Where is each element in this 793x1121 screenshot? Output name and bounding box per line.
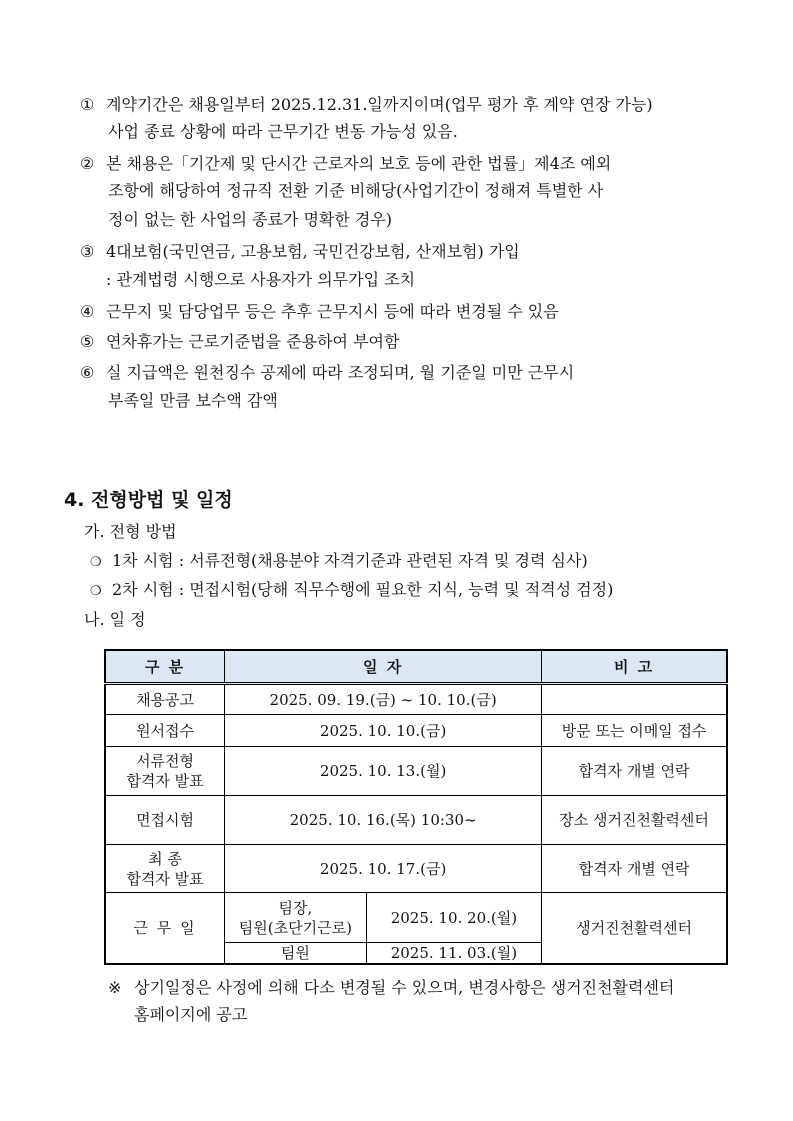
row-label xyxy=(105,747,225,796)
sub-heading-schedule: 나. 일 정 xyxy=(84,610,146,629)
condition-marker: ⑥ xyxy=(80,363,95,382)
row-label-line: 서류전형 xyxy=(136,752,195,770)
table-row xyxy=(105,845,727,893)
section-title: 4. 전형방법 및 일정 xyxy=(64,489,233,511)
work-sub1 xyxy=(225,893,367,943)
row-date: 2025. 10. 13.(월) xyxy=(225,747,542,796)
row-note: 합격자 개별 연락 xyxy=(542,845,727,893)
table-header-row xyxy=(105,650,727,684)
condition-marker: ① xyxy=(80,95,95,114)
work-date1: 2025. 10. 20.(월) xyxy=(366,893,541,943)
row-label-line: 합격자 발표 xyxy=(126,869,204,888)
row-date: 2025. 10. 17.(금) xyxy=(225,845,542,893)
condition-text: 연차휴가는 근로기준법을 준용하여 부여함 xyxy=(106,332,400,351)
condition-text: 실 지급액은 원천징수 공제에 따라 조정되며, 월 기준일 미만 근무시 xyxy=(106,363,575,382)
bullet-text: 2차 시험 : 면접시험(당해 직무수행에 필요한 지식, 능력 및 적격성 검정) xyxy=(112,580,614,599)
row-label: 원서접수 xyxy=(105,715,225,747)
condition-cont: 사업 종료 상황에 따라 근무기간 변동 가능성 있음. xyxy=(108,122,458,141)
condition-5 xyxy=(80,328,740,355)
bullet-text: 1차 시험 : 서류전형(채용분야 자격기준과 관련된 자격 및 경력 심사) xyxy=(112,551,588,570)
condition-cont: : 관계법령 시행으로 사용자가 의무가입 조치 xyxy=(106,270,416,289)
condition-marker: ③ xyxy=(80,242,95,261)
table-row-work xyxy=(105,893,727,943)
work-sub-line: 팀원(초단기근로) xyxy=(238,918,352,937)
condition-6 xyxy=(80,359,740,386)
table-row xyxy=(105,747,727,796)
condition-4 xyxy=(80,298,740,325)
row-note: 장소 생거진천활력센터 xyxy=(542,796,727,845)
condition-1 xyxy=(80,91,740,118)
work-note: 생거진천활력센터 xyxy=(542,893,727,965)
condition-marker: ④ xyxy=(80,302,95,321)
condition-text: 본 채용은「기간제 및 단시간 근로자의 보호 등에 관한 법률」제4조 예외 xyxy=(106,154,612,173)
table-row xyxy=(105,796,727,845)
work-date2: 2025. 11. 03.(월) xyxy=(366,943,541,965)
row-label: 면접시험 xyxy=(105,796,225,845)
work-label: 근 무 일 xyxy=(105,893,225,965)
note-line1: 상기일정은 사정에 의해 다소 변경될 수 있으며, 변경사항은 생거진천활력센터 xyxy=(134,978,675,997)
row-date: 2025. 10. 10.(금) xyxy=(225,715,542,747)
condition-marker: ② xyxy=(80,154,95,173)
note-line2: 홈페이지에 공고 xyxy=(134,1005,248,1024)
row-note xyxy=(542,684,727,715)
row-date: 2025. 09. 19.(금) ~ 10. 10.(금) xyxy=(225,684,542,715)
row-label-line: 합격자 발표 xyxy=(126,772,204,790)
work-sub-line: 팀장, xyxy=(278,898,313,917)
note-symbol: ※ xyxy=(108,978,122,997)
condition-marker: ⑤ xyxy=(80,332,95,351)
table-row xyxy=(105,715,727,747)
condition-text: 4대보험(국민연금, 고용보험, 국민건강보험, 산재보험) 가입 xyxy=(106,242,520,261)
work-sub2: 팀원 xyxy=(225,943,367,965)
footnote xyxy=(108,974,674,1028)
condition-cont: 정이 없는 한 사업의 종료가 명확한 경우) xyxy=(108,210,393,229)
schedule-table xyxy=(104,649,728,965)
header-date: 일 자 xyxy=(225,650,542,684)
header-remark: 비 고 xyxy=(542,650,727,684)
condition-cont: 조항에 해당하여 정규직 전환 기준 비해당(사업기간이 정해져 특별한 사 xyxy=(108,181,604,200)
row-note: 합격자 개별 연락 xyxy=(542,747,727,796)
condition-text: 근무지 및 담당업무 등은 추후 근무지시 등에 따라 변경될 수 있음 xyxy=(106,302,559,321)
condition-cont: 부족일 만큼 보수액 감액 xyxy=(108,391,278,410)
header-category: 구 분 xyxy=(105,650,225,684)
row-label xyxy=(105,845,225,893)
condition-2 xyxy=(80,150,740,177)
sub-heading-method: 가. 전형 방법 xyxy=(84,522,177,541)
row-label: 채용공고 xyxy=(105,684,225,715)
row-label-line: 최 종 xyxy=(148,849,182,868)
bullet-item xyxy=(90,548,588,576)
circle-bullet-icon: ❍ xyxy=(90,555,102,570)
row-note: 방문 또는 이메일 접수 xyxy=(542,715,727,747)
table-row xyxy=(105,684,727,715)
circle-bullet-icon: ❍ xyxy=(90,584,102,599)
condition-3 xyxy=(80,238,740,265)
bullet-item xyxy=(90,577,613,605)
condition-text: 계약기간은 채용일부터 2025.12.31.일까지이며(업무 평가 후 계약 연장 가능) xyxy=(106,95,653,114)
row-date: 2025. 10. 16.(목) 10:30~ xyxy=(225,796,542,845)
